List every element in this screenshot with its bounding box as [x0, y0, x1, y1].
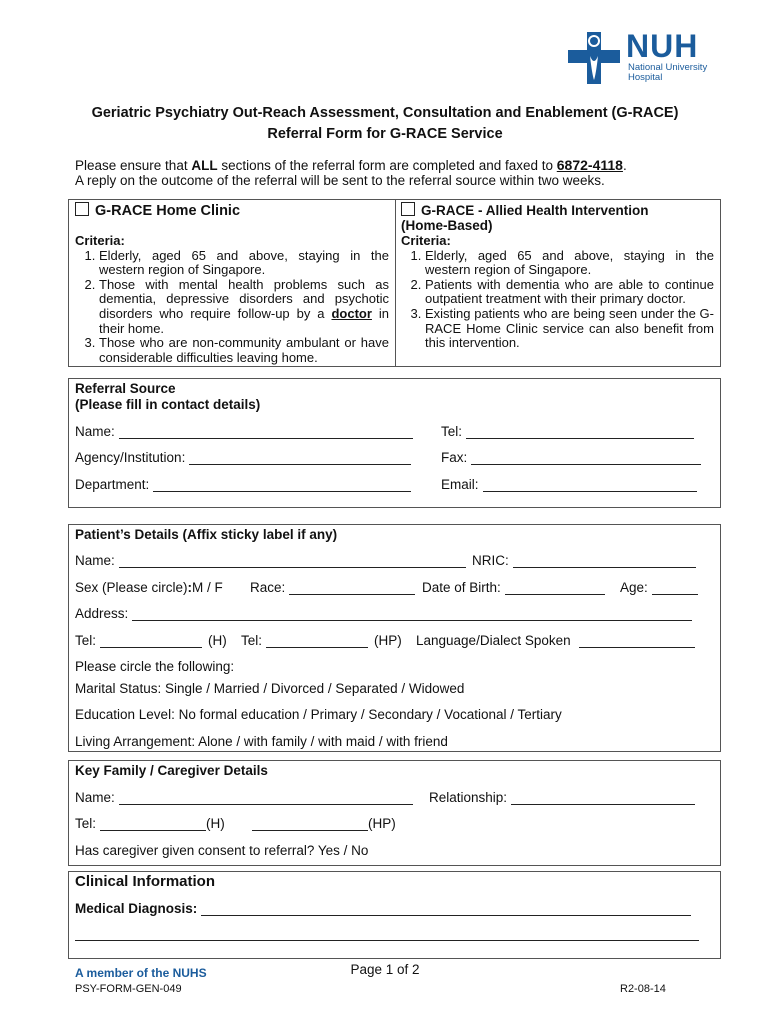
allied-health-option[interactable]: G-RACE - Allied Health Intervention (Home-Based)	[401, 203, 649, 233]
home-clinic-checkbox[interactable]	[75, 202, 89, 216]
page-number: Page 1 of 2	[350, 962, 420, 977]
caregiver-relationship-field[interactable]: Relationship:	[429, 790, 695, 805]
services-divider	[395, 200, 396, 366]
intro-line-2: A reply on the outcome of the referral will be sent to the referral source within two weeks.	[75, 173, 605, 188]
referral-tel-field[interactable]: Tel:	[441, 424, 694, 439]
patient-tel-hp-field[interactable]: Tel: (HP)	[241, 633, 402, 648]
referral-agency-field[interactable]: Agency/Institution:	[75, 450, 411, 465]
form-subtitle: Referral Form for G-RACE Service	[267, 126, 503, 142]
patient-address-field[interactable]: Address:	[75, 606, 692, 621]
patient-race-field[interactable]: Race:	[250, 580, 415, 595]
patient-details-heading: Patient’s Details (Affix sticky label if any)	[75, 527, 338, 542]
allied-health-checkbox[interactable]	[401, 202, 415, 216]
referral-name-field[interactable]: Name:	[75, 424, 413, 439]
referral-source-heading: Referral Source (Please fill in contact details)	[75, 381, 261, 412]
patient-dob-field[interactable]: Date of Birth:	[422, 580, 605, 595]
home-clinic-option[interactable]: G-RACE Home Clinic	[75, 202, 240, 219]
patient-language-field[interactable]: Language/Dialect Spoken	[416, 633, 695, 648]
form-title: Geriatric Psychiatry Out-Reach Assessment, Consultation and Enablement (G-RACE)	[91, 105, 679, 121]
circle-note: Please circle the following:	[75, 659, 235, 674]
patient-sex-field[interactable]: Sex (Please circle) : M / F	[75, 580, 223, 595]
caregiver-heading: Key Family / Caregiver Details	[75, 763, 268, 778]
caregiver-consent[interactable]: Has caregiver given consent to referral? Yes / No	[75, 843, 369, 858]
home-clinic-criteria: Criteria: 1. Elderly, aged 65 and above, staying in the western region of Singapore. 2. Those with mental health problems such as dementia, depressive disorders and psychotic disorders who require follow-up by a doctor in their home. 3. Those who are non-community ambulant or have considerable difficulties leaving home.	[75, 234, 389, 365]
logo-subtitle: National University Hospital	[628, 62, 708, 83]
caregiver-tel-home-field[interactable]: Tel: (H)	[75, 816, 225, 831]
revision-code: R2-08-14	[620, 983, 666, 995]
logo-wordmark: NUH	[626, 28, 699, 64]
referral-fax-field[interactable]: Fax:	[441, 450, 701, 465]
form-code: PSY-FORM-GEN-049	[75, 983, 182, 995]
education-level-options[interactable]: Education Level: No formal education / Primary / Secondary / Vocational / Tertiary	[75, 707, 562, 722]
caregiver-tel-hp-field[interactable]: (HP)	[252, 816, 396, 831]
caregiver-name-field[interactable]: Name:	[75, 790, 413, 805]
nuh-logo	[566, 30, 716, 86]
medical-diagnosis-line-2[interactable]	[75, 940, 699, 941]
patient-name-field[interactable]: Name:	[75, 553, 466, 568]
referral-email-field[interactable]: Email:	[441, 477, 697, 492]
nuh-cross-icon	[566, 30, 628, 86]
fax-number: 6872-4118	[556, 157, 623, 173]
medical-diagnosis-field[interactable]: Medical Diagnosis:	[75, 901, 691, 916]
patient-tel-home-field[interactable]: Tel: (H)	[75, 633, 227, 648]
referral-department-field[interactable]: Department:	[75, 477, 411, 492]
intro-line-1: Please ensure that ALL sections of the referral form are completed and faxed to 6872-4118.	[75, 157, 627, 173]
patient-age-field[interactable]: Age:	[620, 580, 698, 595]
allied-health-criteria: Criteria: 1. Elderly, aged 65 and above, staying in the western region of Singapore. 2. Patients with dementia who are able to continue outpatient treatment with their primary doctor. 3. Existing patients who are being seen under the G-RACE Home Clinic service can also benefit from this intervention.	[401, 234, 714, 351]
clinical-info-heading: Clinical Information	[75, 873, 216, 890]
nuhs-member-tag: A member of the NUHS	[75, 966, 207, 980]
marital-status-options[interactable]: Marital Status: Single / Married / Divorced / Separated / Widowed	[75, 681, 465, 696]
living-arrangement-options[interactable]: Living Arrangement: Alone / with family / with maid / with friend	[75, 734, 448, 749]
patient-nric-field[interactable]: NRIC:	[472, 553, 696, 568]
